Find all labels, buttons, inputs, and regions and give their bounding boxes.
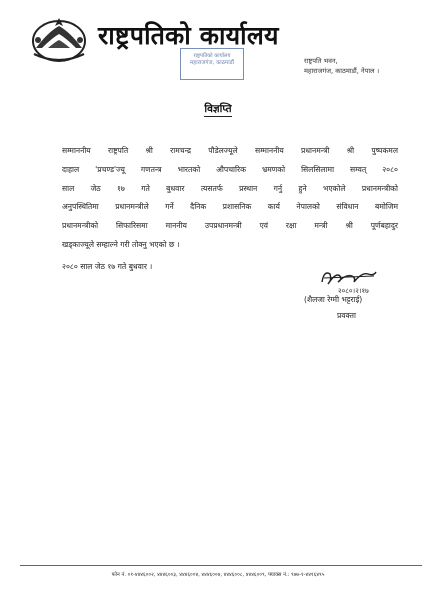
stamp-line-2: महाराजगंज, काठमाडौं bbox=[190, 60, 234, 66]
body-line: दाहाल 'प्रचण्ड'ज्यू गणतन्त्र भारतको औपचारिक भ्रमणको सिलसिलामा सम्वत् २०८० bbox=[62, 164, 398, 174]
body-line: अनुपस्थितिमा प्रधानमन्त्रीले गर्ने दैनिक प्रशासनिक कार्य नेपालको संविधान बमोजिम bbox=[62, 202, 398, 212]
body-line: खड्काज्यूले सम्हाल्ने गरी तोक्नु भएको छ । bbox=[62, 239, 180, 249]
nepal-emblem-icon bbox=[28, 14, 90, 66]
body-line: सम्माननीय राष्ट्रपति श्री रामचन्द्र पौडेलज्यूले सम्माननीय प्रधानमन्त्री श्री पुष्पकमल bbox=[62, 146, 398, 155]
address-line-1: राष्ट्रपति भवन, bbox=[304, 57, 338, 65]
body-line: प्रधानमन्त्रीको सिफारिसमा माननीय उपप्रधानमन्त्री एवं रक्षा मन्त्री श्री पूर्णबहादुर bbox=[62, 221, 398, 231]
notice-heading bbox=[0, 102, 436, 116]
signatory-title: प्रवक्ता bbox=[337, 311, 356, 320]
signatory-name: (शैलजा रेग्मी भट्टराई) bbox=[304, 295, 363, 304]
office-stamp bbox=[180, 48, 244, 80]
office-address bbox=[304, 56, 379, 76]
footer-contact: फोन नं. ०१-४४४६००२, ४४४६००३, ४४४६००४, ४४४६००७, ४४४६००८, ४४४६००९, फ्याक्स नं.: ९७७-१-४४१६४९५ bbox=[111, 572, 325, 578]
notice-body bbox=[62, 142, 398, 255]
footer-divider bbox=[20, 565, 422, 566]
body-line: साल जेठ १७ गते बुधवार त्यसतर्फ प्रस्थान गर्नु हुने भएकोले प्रधानमन्त्रीको bbox=[62, 183, 398, 193]
office-title: राष्ट्रपतिको कार्यालय bbox=[98, 21, 279, 50]
stamp-line-1: राष्ट्रपतिको कार्यालय bbox=[193, 53, 231, 59]
address-line-2: महाराजगंज, काठमाडौं, नेपाल । bbox=[304, 67, 380, 75]
notice-date: २०८० साल जेठ १७ गते बुधवार । bbox=[62, 262, 153, 271]
signature-date: २०८०।२।१७ bbox=[338, 287, 369, 295]
handwritten-signature bbox=[318, 264, 380, 296]
notice-heading-text: विज्ञप्ति bbox=[204, 103, 232, 115]
